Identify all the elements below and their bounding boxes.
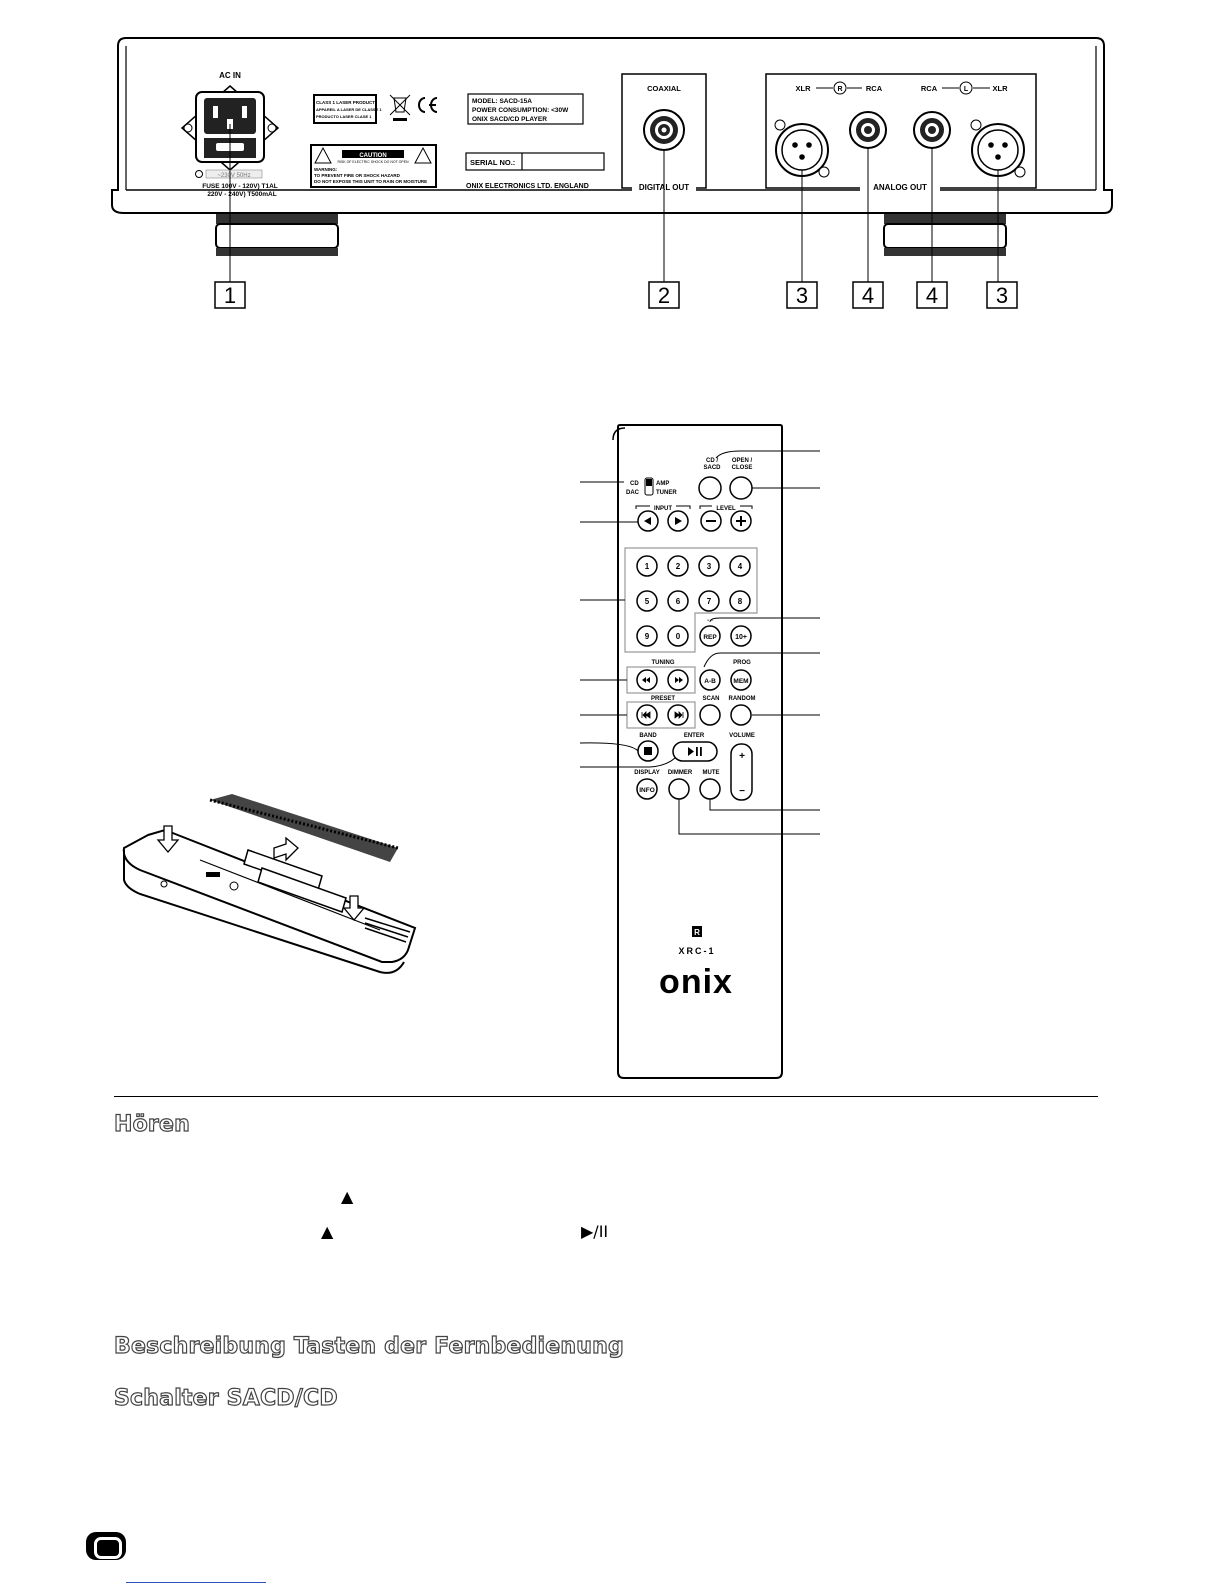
svg-text:4: 4 — [737, 562, 743, 571]
ten-plus-button — [731, 626, 751, 646]
digit-3-button — [699, 556, 719, 576]
play-pause-button — [673, 742, 717, 761]
eject-symbol-2: ▲ — [321, 1222, 334, 1241]
svg-text:MEM: MEM — [733, 678, 749, 685]
power-text: POWER CONSUMPTION: <30W — [472, 107, 569, 114]
random-button — [731, 705, 751, 725]
onix-logo: onix — [659, 963, 733, 1001]
laser-line1: CLASS 1 LASER PRODUCT — [316, 100, 376, 105]
prog-label: PROG — [733, 660, 751, 666]
preset-next-button — [668, 705, 688, 725]
remote-model: XRC-1 — [678, 946, 716, 956]
analog-out-label: ANALOG OUT — [873, 183, 927, 192]
player-text: ONIX SACD/CD PLAYER — [472, 116, 547, 123]
serial-label: SERIAL NO.: — [470, 158, 516, 167]
coaxial-label: COAXIAL — [647, 84, 681, 93]
preset-label: PRESET — [650, 696, 676, 702]
svg-text:9: 9 — [644, 632, 650, 641]
digit-0-button — [668, 626, 688, 646]
volume-plus: + — [739, 751, 745, 762]
digit-9-button — [637, 626, 657, 646]
digit-2-button — [668, 556, 688, 576]
random-label: RANDOM — [728, 696, 756, 702]
digit-8-button — [730, 591, 750, 611]
switch-dac-label: DAC — [626, 490, 639, 496]
band-label: BAND — [639, 733, 657, 739]
svg-text:INFO: INFO — [639, 787, 655, 794]
svg-text:2: 2 — [675, 562, 681, 571]
digital-out-label: DIGITAL OUT — [638, 183, 690, 192]
rca-right-label: RCA — [865, 84, 883, 93]
fuse-line1: FUSE 100V - 120V) T1AL — [202, 183, 278, 190]
r-channel-label: R — [837, 86, 843, 93]
switch-tuner-label: TUNER — [656, 490, 677, 496]
level-minus-button — [701, 511, 721, 531]
svg-text:10+: 10+ — [735, 634, 747, 641]
rear-panel-diagram — [0, 0, 1225, 330]
digit-5-button — [637, 591, 657, 611]
scan-button — [700, 705, 720, 725]
input-label: INPUT — [654, 506, 672, 512]
svg-text:5: 5 — [644, 597, 650, 606]
ac-in-label: AC IN — [219, 71, 241, 80]
cd-sacd-label-1: CD / — [706, 458, 718, 464]
r-badge: R — [694, 928, 700, 937]
callout-3-right: 3 — [795, 283, 809, 308]
foot-left — [216, 214, 338, 256]
caution-sub: RISK OF ELECTRIC SHOCK DO NOT OPEN — [337, 160, 409, 164]
laser-line2: APPAREIL A LASER DE CLASSE 1 — [316, 107, 382, 112]
display-label: DISPLAY — [634, 770, 660, 776]
svg-text:1: 1 — [644, 562, 650, 571]
switch-amp-label: AMP — [656, 481, 670, 487]
xlr-jack-right — [775, 120, 829, 177]
digit-7-button — [699, 591, 719, 611]
dashes-label: - - — [707, 618, 713, 624]
warning-line3: DO NOT EXPOSE THIS UNIT TO RAIN OR MOISTURE — [314, 179, 428, 184]
battery-insertion-illustration — [110, 780, 420, 980]
rca-left-label: RCA — [920, 84, 938, 93]
callout-4-left: 4 — [925, 283, 939, 308]
preset-prev-button — [637, 705, 657, 725]
section-divider — [114, 1096, 1098, 1097]
digit-1-button — [637, 556, 657, 576]
open-close-label-1: OPEN / — [731, 458, 753, 464]
rep-button — [700, 626, 720, 646]
rca-jack-left — [914, 112, 950, 148]
open-close-button — [730, 477, 752, 499]
mem-button — [731, 670, 751, 690]
warning-line2: TO PREVENT FIRE OR SHOCK HAZARD — [314, 173, 400, 178]
switch-cd-label: CD — [630, 481, 639, 487]
heading-listen: Hören — [114, 1112, 190, 1137]
xlr-left-label: XLR — [992, 84, 1008, 93]
l-channel-label: L — [963, 86, 969, 93]
coaxial-jack — [644, 110, 684, 150]
callout-4-right: 4 — [861, 283, 875, 308]
input-right-button — [668, 511, 688, 531]
laser-line3: PRODUCTO LASER CLASE 1 — [316, 114, 372, 119]
mute-button — [700, 779, 720, 799]
footer-link-underline — [126, 1582, 266, 1583]
dimmer-label: DIMMER — [667, 770, 693, 776]
battery-cover-icon — [210, 794, 398, 862]
cd-sacd-button — [699, 477, 721, 499]
callout-1: 1 — [223, 283, 237, 308]
input-left-button — [638, 511, 658, 531]
ce-mark-icon — [419, 98, 437, 112]
tuning-label: TUNING — [651, 660, 675, 666]
svg-text:A-B: A-B — [704, 678, 716, 685]
fuse-line2: 220V - 240V) T500mAL — [207, 191, 277, 198]
mute-label: MUTE — [702, 770, 720, 776]
volume-label: VOLUME — [729, 733, 755, 739]
svg-text:8: 8 — [737, 597, 743, 606]
callout-2: 2 — [657, 283, 671, 308]
weee-bin-icon — [390, 95, 410, 121]
digit-6-button — [668, 591, 688, 611]
ab-button — [700, 670, 720, 690]
volume-rocker — [731, 744, 752, 800]
enter-label: ENTER — [683, 733, 705, 739]
tuning-rewind-button — [637, 670, 657, 690]
volume-minus: − — [739, 786, 745, 797]
svg-text:0: 0 — [675, 632, 681, 641]
svg-text:REP: REP — [703, 634, 717, 641]
tuning-forward-button — [668, 670, 688, 690]
xlr-jack-left — [971, 120, 1025, 177]
model-text: MODEL: SACD-15A — [472, 98, 532, 105]
slide-arrow-icon — [274, 838, 298, 860]
cd-sacd-label-2: SACD — [703, 465, 721, 471]
xlr-right-label: XLR — [795, 84, 811, 93]
digit-4-button — [730, 556, 750, 576]
callout-3-left: 3 — [995, 283, 1009, 308]
maker-text: ONIX ELECTRONICS LTD. ENGLAND — [466, 183, 589, 190]
svg-text:3: 3 — [706, 562, 712, 571]
scan-label: SCAN — [702, 696, 720, 702]
caution-text: CAUTION — [359, 153, 387, 159]
rca-jack-right — [850, 112, 886, 148]
heading-sacd-cd-switch: Schalter SACD/CD — [114, 1386, 338, 1411]
info-button — [637, 779, 657, 799]
remote-control-diagram — [580, 420, 820, 1085]
heading-remote-description: Beschreibung Tasten der Fernbedienung — [114, 1334, 624, 1359]
voltage-label: ~230V 50Hz — [217, 173, 251, 179]
play-pause-symbol: ▶/II — [581, 1222, 609, 1241]
stop-button — [638, 741, 658, 761]
svg-text:6: 6 — [675, 597, 681, 606]
svg-text:7: 7 — [706, 597, 712, 606]
level-label: LEVEL — [716, 506, 736, 512]
open-close-label-2: CLOSE — [731, 465, 753, 471]
footer-logo-mark — [86, 1532, 126, 1560]
eject-symbol: ▲ — [341, 1187, 354, 1206]
level-plus-button — [731, 511, 751, 531]
dimmer-button — [669, 779, 689, 799]
foot-right — [884, 214, 1006, 256]
warning-line1: WARNING: — [314, 167, 338, 172]
